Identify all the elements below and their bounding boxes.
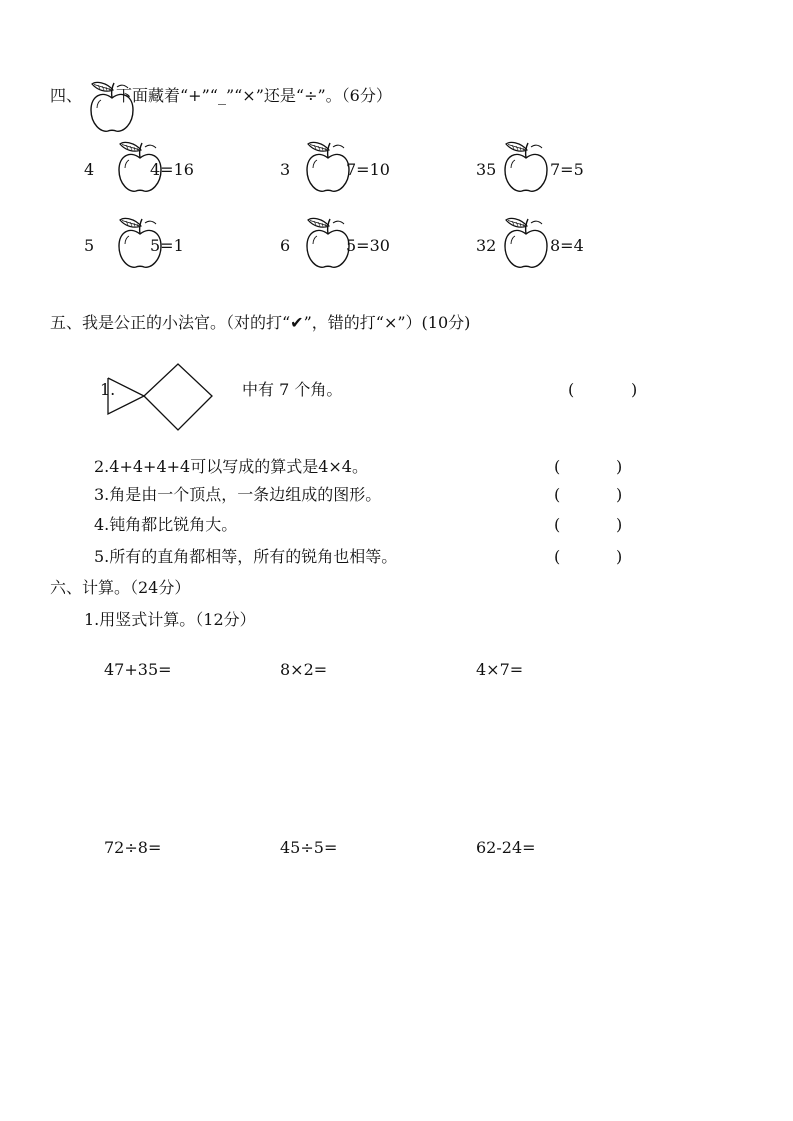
section6-heading: 六、计算。（24分） (50, 578, 191, 597)
angle-figure (106, 362, 216, 436)
operand-left: 35 (476, 160, 497, 179)
section4-heading: 下面藏着“+”“_”“×”还是“÷”。（6分） (116, 86, 392, 105)
answer-paren-open: ( (554, 485, 561, 504)
operand-left: 6 (280, 236, 291, 255)
operand-right: 7=10 (346, 160, 390, 179)
item1-paren-close: ) (631, 380, 638, 399)
item1-paren-open: ( (568, 380, 575, 399)
section5-heading: 五、我是公正的小法官。（对的打“✔”，错的打“×”）(10分) (50, 313, 471, 332)
calc-item: 4×7= (476, 660, 524, 679)
answer-paren-close: ) (616, 485, 623, 504)
answer-paren-open: ( (554, 515, 561, 534)
operand-right: 4=16 (150, 160, 194, 179)
calc-item: 47+35= (104, 660, 172, 679)
operand-right: 8=4 (550, 236, 584, 255)
calc-item: 45÷5= (280, 838, 338, 857)
operand-left: 32 (476, 236, 497, 255)
operand-left: 4 (84, 160, 95, 179)
answer-paren-close: ) (616, 457, 623, 476)
answer-paren-open: ( (554, 457, 561, 476)
operand-left: 5 (84, 236, 95, 255)
apple-icon (304, 138, 352, 194)
calc-item: 8×2= (280, 660, 328, 679)
answer-paren-close: ) (616, 547, 623, 566)
item1-text: 中有 7 个角。 (242, 380, 343, 399)
operand-right: 5=30 (346, 236, 390, 255)
answer-paren-open: ( (554, 547, 561, 566)
operand-left: 3 (280, 160, 291, 179)
apple-icon (304, 214, 352, 270)
calc-item: 62-24= (476, 838, 536, 857)
judge-item-text: 2.4+4+4+4可以写成的算式是4×4。 (94, 457, 368, 476)
calc-item: 72÷8= (104, 838, 162, 857)
answer-paren-close: ) (616, 515, 623, 534)
operand-right: 5=1 (150, 236, 184, 255)
section4-heading-prefix: 四、 (50, 86, 83, 105)
apple-icon (502, 214, 550, 270)
operand-right: 7=5 (550, 160, 584, 179)
judge-item-text: 5.所有的直角都相等，所有的锐角也相等。 (94, 547, 398, 566)
judge-item-text: 4.钝角都比锐角大。 (94, 515, 238, 534)
item1-number: 1. (100, 380, 116, 399)
judge-item-text: 3.角是由一个顶点，一条边组成的图形。 (94, 485, 382, 504)
apple-icon (502, 138, 550, 194)
section6-sub1: 1.用竖式计算。（12分） (84, 610, 256, 629)
